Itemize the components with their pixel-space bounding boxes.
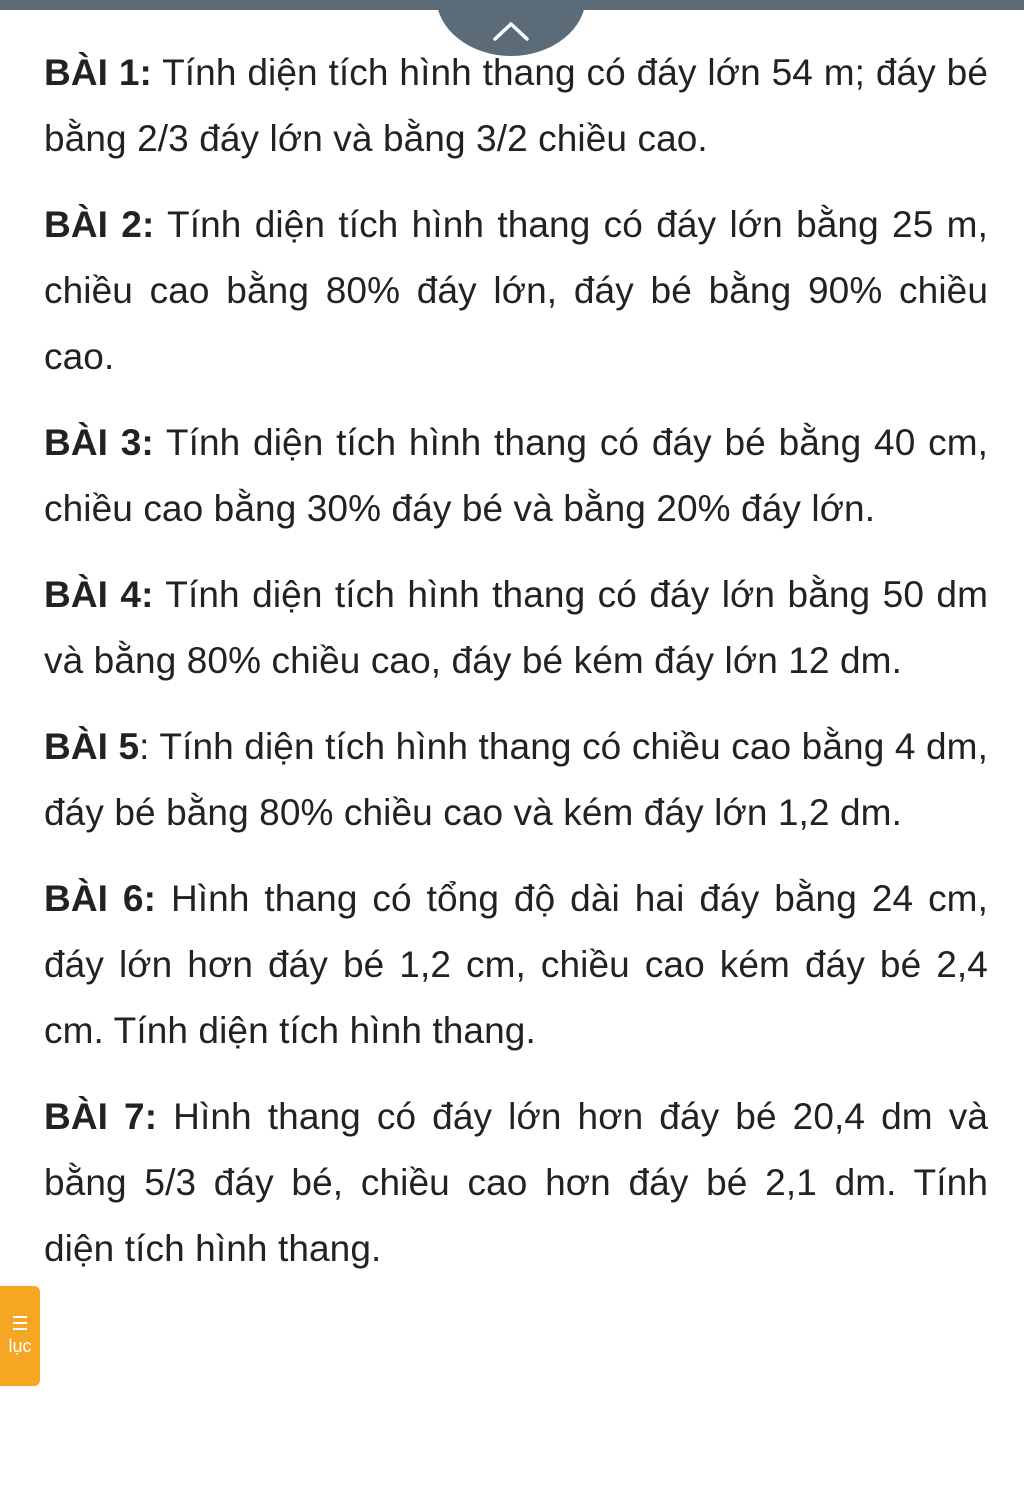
exercise-colon: :: [143, 878, 157, 919]
exercise-2: [44, 192, 988, 390]
exercise-colon: :: [141, 422, 154, 463]
menu-icon: [13, 1316, 27, 1330]
exercise-text: Tính diện tích hình thang có đáy bé bằng 40 cm, chiều cao bằng 30% đáy bé và bằng 20% đáy lớn.: [44, 422, 988, 529]
chevron-up-icon: [491, 20, 531, 42]
exercise-text: Tính diện tích hình thang có đáy lớn 54 m; đáy bé bằng 2/3 đáy lớn và bằng 3/2 chiều cao.: [44, 52, 989, 159]
exercise-7: [44, 1084, 988, 1282]
exercise-colon: :: [141, 574, 154, 615]
exercise-text: Tính diện tích hình thang có chiều cao bằng 4 dm, đáy bé bằng 80% chiều cao và kém đáy lớn 1,2 dm.: [44, 726, 988, 833]
exercise-1: [44, 40, 988, 172]
table-of-contents-tab[interactable]: [0, 1286, 40, 1386]
exercise-colon: :: [139, 726, 150, 767]
exercise-label: BÀI 2: [44, 204, 142, 245]
exercise-6: [44, 866, 988, 1064]
exercise-label: BÀI 5: [44, 726, 140, 767]
exercise-5: [44, 714, 988, 846]
exercise-3: [44, 410, 988, 542]
toc-label: lục: [8, 1336, 32, 1356]
exercise-4: [44, 562, 988, 694]
exercise-label: BÀI 4: [44, 574, 142, 615]
exercise-list: [44, 40, 988, 1302]
exercise-label: BÀI 1: [44, 52, 140, 93]
exercise-text: Tính diện tích hình thang có đáy lớn bằng 50 dm và bằng 80% chiều cao, đáy bé kém đáy lớn 12 dm.: [44, 574, 989, 681]
exercise-colon: :: [139, 52, 152, 93]
exercise-label: BÀI 3: [44, 422, 142, 463]
exercise-text: Hình thang có đáy lớn hơn đáy bé 20,4 dm và bằng 5/3 đáy bé, chiều cao hơn đáy bé 2,1 dm. Tính diện tích hình thang.: [44, 1096, 988, 1269]
exercise-text: Hình thang có tổng độ dài hai đáy bằng 24 cm, đáy lớn hơn đáy bé 1,2 cm, chiều cao kém đáy bé 2,4 cm. Tính diện tích hình thang.: [44, 878, 988, 1051]
exercise-text: Tính diện tích hình thang có đáy lớn bằng 25 m, chiều cao bằng 80% đáy lớn, đáy bé bằng 90% chiều cao.: [44, 204, 988, 377]
exercise-label: BÀI 7: [44, 1096, 145, 1137]
exercise-colon: :: [144, 1096, 158, 1137]
exercise-colon: :: [141, 204, 155, 245]
exercise-label: BÀI 6: [44, 878, 144, 919]
